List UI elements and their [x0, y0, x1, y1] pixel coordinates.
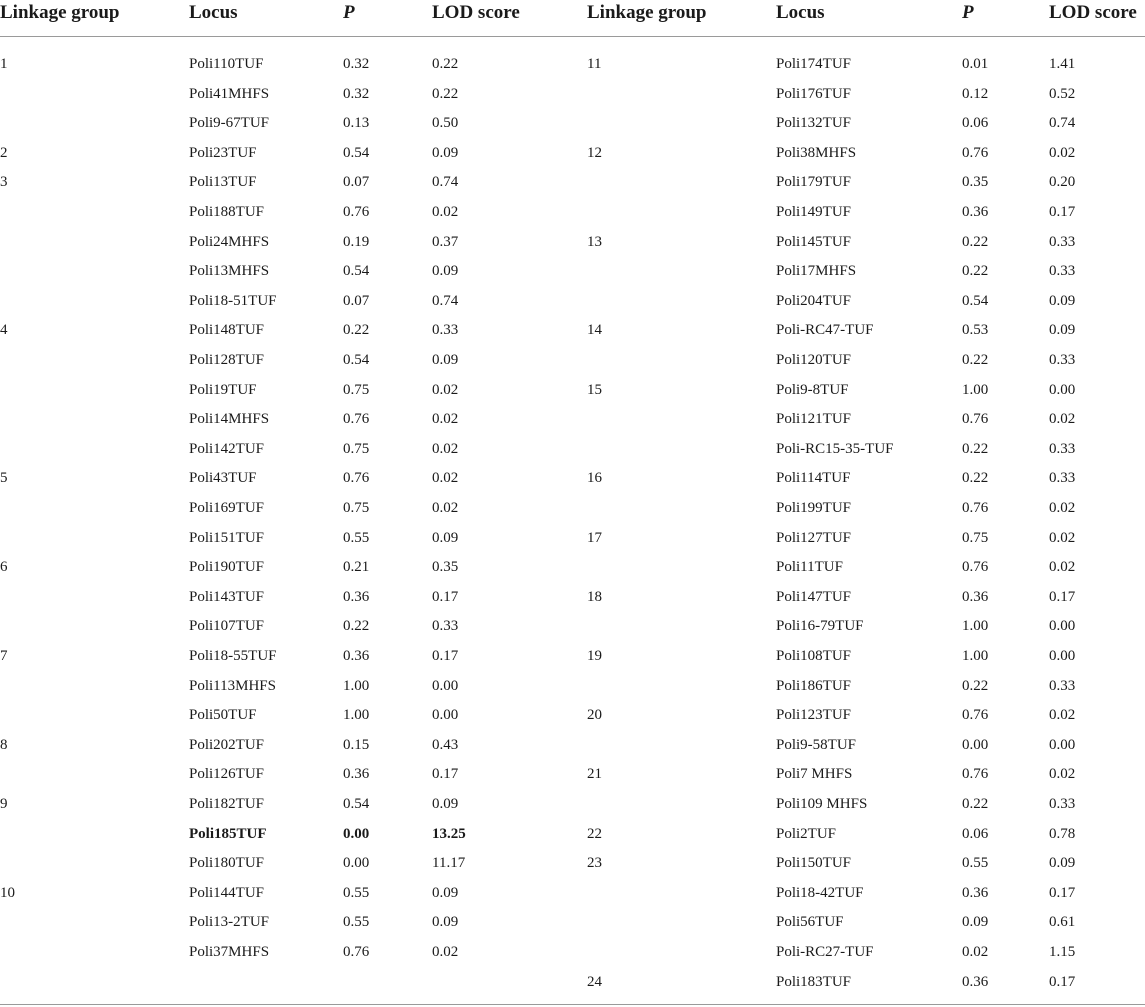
right-p-value-cell: 0.36 [962, 204, 989, 220]
right-lod-score-cell: 0.78 [1049, 825, 1076, 842]
left-locus-cell: Poli13-2TUF [189, 914, 270, 931]
right-p-value-cell: 0.54 [962, 292, 989, 309]
right-locus-cell: Poli2TUF [776, 825, 837, 842]
header-lod-score-left: LOD score [432, 2, 520, 23]
left-lod-score-cell: 0.09 [432, 263, 459, 280]
right-locus-cell: Poli149TUF [776, 204, 852, 220]
left-lod-score-cell: 0.02 [432, 944, 459, 960]
right-lod-score-cell: 0.17 [1049, 588, 1076, 605]
right-p-value-cell: 0.76 [962, 500, 989, 516]
left-p-value-cell: 0.76 [343, 411, 370, 428]
right-lod-score-cell: 0.61 [1049, 914, 1076, 931]
right-p-value-cell: 0.22 [962, 677, 989, 694]
left-linkage-group-cell: 10 [0, 884, 15, 901]
right-lod-score-cell: 0.02 [1049, 707, 1076, 724]
right-p-value-cell: 0.06 [962, 825, 989, 842]
right-p-value-cell: 0.00 [962, 736, 989, 753]
right-p-value-cell: 0.75 [962, 529, 989, 546]
right-lod-score-cell: 0.09 [1049, 292, 1076, 309]
left-p-value-cell: 0.36 [343, 648, 370, 664]
right-locus-cell: Poli179TUF [776, 174, 852, 191]
left-p-value-cell: 0.21 [343, 559, 370, 576]
left-locus-cell: Poli188TUF [189, 204, 265, 220]
table-row [0, 968, 1145, 998]
left-locus-cell: Poli24MHFS [189, 233, 270, 250]
left-lod-score-cell: 0.35 [432, 559, 459, 576]
left-p-value-cell: 0.19 [343, 233, 370, 250]
left-locus-cell: Poli190TUF [189, 559, 265, 576]
right-locus-cell: Poli186TUF [776, 677, 852, 694]
right-p-value-cell: 0.36 [962, 588, 989, 605]
left-locus-cell: Poli169TUF [189, 500, 265, 516]
left-p-value-cell: 0.15 [343, 736, 370, 753]
bottom-rule [0, 1004, 1145, 1005]
right-p-value-cell: 0.76 [962, 766, 989, 783]
right-linkage-group-cell: 11 [587, 56, 602, 72]
left-locus-cell: Poli18-55TUF [189, 648, 277, 664]
left-locus-cell: Poli19TUF [189, 381, 257, 398]
header-locus-left: Locus [189, 2, 238, 23]
right-lod-score-cell: 0.09 [1049, 322, 1076, 339]
left-lod-score-cell: 0.33 [432, 618, 459, 635]
right-lod-score-cell: 0.02 [1049, 766, 1076, 783]
left-lod-score-cell: 0.09 [432, 144, 459, 161]
right-locus-cell: Poli147TUF [776, 588, 852, 605]
right-linkage-group-cell: 12 [587, 144, 602, 161]
right-lod-score-cell: 0.17 [1049, 973, 1076, 990]
right-lod-score-cell: 0.02 [1049, 411, 1076, 428]
right-linkage-group-cell: 18 [587, 588, 602, 605]
right-locus-cell: Poli108TUF [776, 648, 852, 664]
right-p-value-cell: 0.22 [962, 470, 989, 487]
left-lod-score-cell: 0.02 [432, 411, 459, 428]
table-row [0, 849, 1145, 879]
left-linkage-group-cell: 4 [0, 322, 8, 339]
right-p-value-cell: 1.00 [962, 381, 989, 398]
table-row [0, 731, 1145, 761]
right-lod-score-cell: 0.52 [1049, 85, 1076, 102]
right-lod-score-cell: 0.33 [1049, 233, 1076, 250]
left-linkage-group-cell: 9 [0, 796, 8, 812]
table-row [0, 524, 1145, 554]
right-p-value-cell: 0.36 [962, 884, 989, 901]
right-p-value-cell: 0.76 [962, 707, 989, 724]
right-locus-cell: Poli123TUF [776, 707, 852, 724]
left-p-value-cell: 0.55 [343, 529, 370, 546]
right-p-value-cell: 1.00 [962, 648, 989, 664]
right-p-value-cell: 0.22 [962, 796, 989, 812]
right-lod-score-cell: 0.02 [1049, 144, 1076, 161]
right-linkage-group-cell: 14 [587, 322, 602, 339]
table-row [0, 701, 1145, 731]
table-row [0, 346, 1145, 376]
right-locus-cell: Poli38MHFS [776, 144, 857, 161]
left-linkage-group-cell: 5 [0, 470, 8, 487]
right-linkage-group-cell: 21 [587, 766, 602, 783]
left-locus-cell: Poli126TUF [189, 766, 265, 783]
left-p-value-cell: 1.00 [343, 677, 370, 694]
left-locus-cell: Poli41MHFS [189, 85, 270, 102]
right-lod-score-cell: 0.00 [1049, 648, 1076, 664]
left-p-value-cell: 0.32 [343, 56, 370, 72]
right-locus-cell: Poli150TUF [776, 855, 852, 872]
left-lod-score-cell: 0.00 [432, 677, 459, 694]
table-row [0, 50, 1145, 80]
right-p-value-cell: 0.22 [962, 440, 989, 457]
left-linkage-group-cell: 8 [0, 736, 8, 753]
right-locus-cell: Poli145TUF [776, 233, 852, 250]
left-lod-score-cell: 13.25 [432, 825, 466, 842]
right-locus-cell: Poli199TUF [776, 500, 852, 516]
table-row [0, 316, 1145, 346]
right-lod-score-cell: 0.74 [1049, 115, 1076, 132]
right-locus-cell: Poli17MHFS [776, 263, 857, 280]
right-lod-score-cell: 0.33 [1049, 263, 1076, 280]
table-row [0, 139, 1145, 169]
left-locus-cell: Poli18-51TUF [189, 292, 277, 309]
left-p-value-cell: 0.07 [343, 292, 370, 309]
right-locus-cell: Poli-RC27-TUF [776, 944, 874, 960]
right-p-value-cell: 0.06 [962, 115, 989, 132]
left-locus-cell: Poli185TUF [189, 825, 267, 842]
table-row [0, 376, 1145, 406]
left-p-value-cell: 0.54 [343, 796, 370, 812]
left-locus-cell: Poli202TUF [189, 736, 265, 753]
left-locus-cell: Poli107TUF [189, 618, 265, 635]
right-locus-cell: Poli16-79TUF [776, 618, 864, 635]
right-p-value-cell: 0.76 [962, 411, 989, 428]
table-row [0, 672, 1145, 702]
right-lod-score-cell: 0.09 [1049, 855, 1076, 872]
right-locus-cell: Poli183TUF [776, 973, 852, 990]
table-row [0, 760, 1145, 790]
right-linkage-group-cell: 23 [587, 855, 602, 872]
right-lod-score-cell: 1.15 [1049, 944, 1076, 960]
table-row [0, 405, 1145, 435]
right-linkage-group-cell: 15 [587, 381, 602, 398]
left-lod-score-cell: 0.74 [432, 174, 459, 191]
left-lod-score-cell: 0.02 [432, 381, 459, 398]
left-locus-cell: Poli128TUF [189, 352, 265, 368]
table-row [0, 583, 1145, 613]
left-lod-score-cell: 0.43 [432, 736, 459, 753]
right-locus-cell: Poli132TUF [776, 115, 852, 132]
right-p-value-cell: 0.55 [962, 855, 989, 872]
left-p-value-cell: 0.55 [343, 884, 370, 901]
header-rule [0, 36, 1145, 37]
left-linkage-group-cell: 1 [0, 56, 8, 72]
right-locus-cell: Poli121TUF [776, 411, 852, 428]
right-locus-cell: Poli56TUF [776, 914, 844, 931]
left-p-value-cell: 1.00 [343, 707, 370, 724]
right-lod-score-cell: 0.02 [1049, 529, 1076, 546]
left-p-value-cell: 0.54 [343, 263, 370, 280]
left-linkage-group-cell: 6 [0, 559, 8, 576]
right-p-value-cell: 0.02 [962, 944, 989, 960]
left-p-value-cell: 0.22 [343, 618, 370, 635]
header-p-right: P [962, 2, 974, 23]
right-locus-cell: Poli127TUF [776, 529, 852, 546]
left-lod-score-cell: 0.37 [432, 233, 459, 250]
right-lod-score-cell: 1.41 [1049, 56, 1076, 72]
left-lod-score-cell: 0.74 [432, 292, 459, 309]
left-linkage-group-cell: 2 [0, 144, 8, 161]
right-locus-cell: Poli204TUF [776, 292, 852, 309]
right-p-value-cell: 1.00 [962, 618, 989, 635]
table-row [0, 228, 1145, 258]
left-p-value-cell: 0.75 [343, 440, 370, 457]
left-lod-score-cell: 0.09 [432, 914, 459, 931]
right-lod-score-cell: 0.17 [1049, 884, 1076, 901]
left-lod-score-cell: 11.17 [432, 855, 466, 872]
left-lod-score-cell: 0.02 [432, 440, 459, 457]
right-p-value-cell: 0.36 [962, 973, 989, 990]
right-lod-score-cell: 0.33 [1049, 440, 1076, 457]
left-lod-score-cell: 0.09 [432, 529, 459, 546]
left-p-value-cell: 0.54 [343, 144, 370, 161]
left-lod-score-cell: 0.22 [432, 85, 459, 102]
table-row [0, 494, 1145, 524]
left-lod-score-cell: 0.17 [432, 648, 459, 664]
right-linkage-group-cell: 22 [587, 825, 602, 842]
left-locus-cell: Poli144TUF [189, 884, 265, 901]
left-p-value-cell: 0.55 [343, 914, 370, 931]
right-lod-score-cell: 0.33 [1049, 677, 1076, 694]
left-p-value-cell: 0.07 [343, 174, 370, 191]
left-lod-score-cell: 0.22 [432, 56, 459, 72]
table-row [0, 790, 1145, 820]
table-row [0, 879, 1145, 909]
table-row [0, 553, 1145, 583]
right-lod-score-cell: 0.02 [1049, 559, 1076, 576]
left-p-value-cell: 0.76 [343, 944, 370, 960]
right-locus-cell: Poli11TUF [776, 559, 843, 576]
right-locus-cell: Poli9-8TUF [776, 381, 849, 398]
header-linkage-group-left: Linkage group [0, 2, 120, 23]
left-locus-cell: Poli23TUF [189, 144, 257, 161]
right-linkage-group-cell: 24 [587, 973, 602, 990]
right-locus-cell: Poli9-58TUF [776, 736, 857, 753]
right-locus-cell: Poli109 MHFS [776, 796, 868, 812]
right-p-value-cell: 0.22 [962, 233, 989, 250]
left-p-value-cell: 0.00 [343, 825, 370, 842]
right-locus-cell: Poli7 MHFS [776, 766, 853, 783]
left-lod-score-cell: 0.17 [432, 766, 459, 783]
table-row [0, 80, 1145, 110]
left-locus-cell: Poli142TUF [189, 440, 265, 457]
left-locus-cell: Poli143TUF [189, 588, 265, 605]
left-lod-score-cell: 0.00 [432, 707, 459, 724]
left-p-value-cell: 0.13 [343, 115, 370, 132]
right-linkage-group-cell: 19 [587, 648, 602, 664]
right-linkage-group-cell: 16 [587, 470, 602, 487]
left-p-value-cell: 0.76 [343, 204, 370, 220]
left-p-value-cell: 0.22 [343, 322, 370, 339]
right-p-value-cell: 0.09 [962, 914, 989, 931]
left-locus-cell: Poli50TUF [189, 707, 257, 724]
left-p-value-cell: 0.36 [343, 766, 370, 783]
left-linkage-group-cell: 3 [0, 174, 8, 191]
right-locus-cell: Poli-RC15-35-TUF [776, 440, 894, 457]
right-lod-score-cell: 0.17 [1049, 204, 1076, 220]
left-lod-score-cell: 0.09 [432, 796, 459, 812]
left-lod-score-cell: 0.17 [432, 588, 459, 605]
left-linkage-group-cell: 7 [0, 648, 8, 664]
left-locus-cell: Poli182TUF [189, 796, 265, 812]
right-locus-cell: Poli114TUF [776, 470, 851, 487]
right-p-value-cell: 0.22 [962, 263, 989, 280]
table-row [0, 287, 1145, 317]
left-locus-cell: Poli13TUF [189, 174, 257, 191]
header-lod-score-right: LOD score [1049, 2, 1137, 23]
right-locus-cell: Poli120TUF [776, 352, 852, 368]
right-locus-cell: Poli176TUF [776, 85, 852, 102]
table-row [0, 168, 1145, 198]
left-locus-cell: Poli113MHFS [189, 677, 276, 694]
left-locus-cell: Poli110TUF [189, 56, 264, 72]
right-p-value-cell: 0.53 [962, 322, 989, 339]
table-row [0, 198, 1145, 228]
left-locus-cell: Poli180TUF [189, 855, 265, 872]
left-p-value-cell: 0.75 [343, 500, 370, 516]
left-locus-cell: Poli148TUF [189, 322, 265, 339]
left-lod-score-cell: 0.02 [432, 500, 459, 516]
right-locus-cell: Poli18-42TUF [776, 884, 864, 901]
right-lod-score-cell: 0.00 [1049, 381, 1076, 398]
header-p-left: P [343, 2, 355, 23]
table-row [0, 820, 1145, 850]
right-lod-score-cell: 0.20 [1049, 174, 1076, 191]
left-lod-score-cell: 0.09 [432, 884, 459, 901]
right-p-value-cell: 0.76 [962, 144, 989, 161]
left-locus-cell: Poli14MHFS [189, 411, 270, 428]
right-linkage-group-cell: 17 [587, 529, 602, 546]
left-p-value-cell: 0.76 [343, 470, 370, 487]
right-p-value-cell: 0.35 [962, 174, 989, 191]
left-locus-cell: Poli43TUF [189, 470, 257, 487]
table-row [0, 642, 1145, 672]
right-lod-score-cell: 0.33 [1049, 352, 1076, 368]
left-locus-cell: Poli13MHFS [189, 263, 270, 280]
right-lod-score-cell: 0.33 [1049, 796, 1076, 812]
header-linkage-group-right: Linkage group [587, 2, 707, 23]
header-locus-right: Locus [776, 2, 825, 23]
left-locus-cell: Poli151TUF [189, 529, 265, 546]
right-linkage-group-cell: 13 [587, 233, 602, 250]
right-lod-score-cell: 0.00 [1049, 736, 1076, 753]
right-p-value-cell: 0.12 [962, 85, 989, 102]
right-locus-cell: Poli-RC47-TUF [776, 322, 874, 339]
right-lod-score-cell: 0.02 [1049, 500, 1076, 516]
table-row [0, 109, 1145, 139]
right-p-value-cell: 0.76 [962, 559, 989, 576]
left-lod-score-cell: 0.02 [432, 204, 459, 220]
table-row [0, 435, 1145, 465]
table-row [0, 908, 1145, 938]
left-lod-score-cell: 0.02 [432, 470, 459, 487]
right-linkage-group-cell: 20 [587, 707, 602, 724]
left-p-value-cell: 0.36 [343, 588, 370, 605]
left-lod-score-cell: 0.09 [432, 352, 459, 368]
left-p-value-cell: 0.54 [343, 352, 370, 368]
right-lod-score-cell: 0.00 [1049, 618, 1076, 635]
left-p-value-cell: 0.00 [343, 855, 370, 872]
left-lod-score-cell: 0.50 [432, 115, 459, 132]
left-locus-cell: Poli37MHFS [189, 944, 270, 960]
left-lod-score-cell: 0.33 [432, 322, 459, 339]
left-p-value-cell: 0.32 [343, 85, 370, 102]
table-row [0, 938, 1145, 968]
right-p-value-cell: 0.22 [962, 352, 989, 368]
table-row [0, 464, 1145, 494]
left-p-value-cell: 0.75 [343, 381, 370, 398]
right-lod-score-cell: 0.33 [1049, 470, 1076, 487]
table-row [0, 257, 1145, 287]
left-locus-cell: Poli9-67TUF [189, 115, 270, 132]
table-row [0, 612, 1145, 642]
right-p-value-cell: 0.01 [962, 56, 989, 72]
right-locus-cell: Poli174TUF [776, 56, 852, 72]
